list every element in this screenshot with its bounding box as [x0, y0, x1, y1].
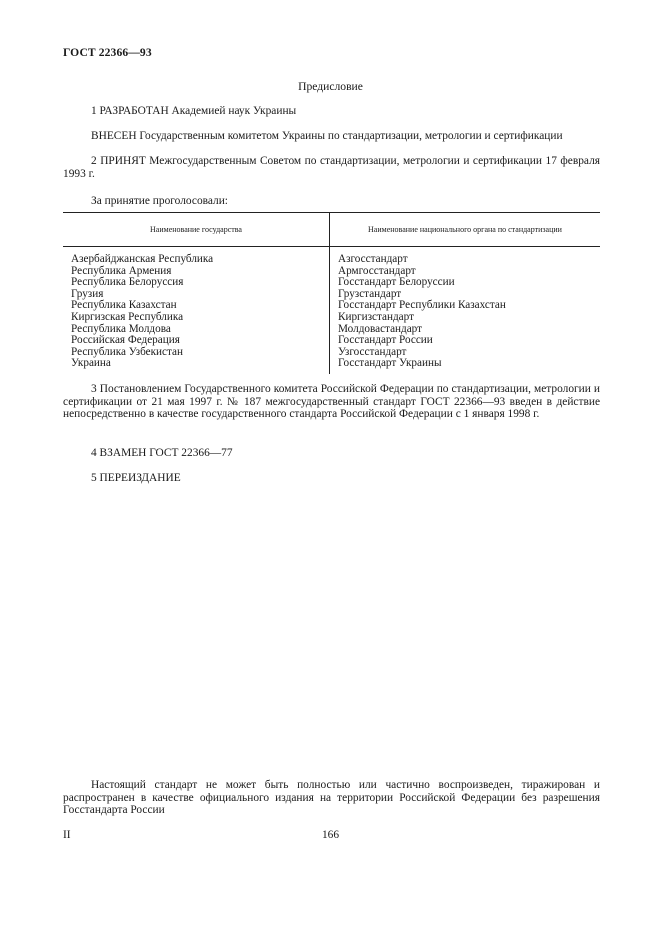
states-column — [63, 247, 330, 374]
table-cell-standards-body: Киргизстандарт — [338, 310, 414, 323]
table-cell-standards-body: Госстандарт России — [338, 334, 433, 347]
table-cell-standards-body: Молдовастандарт — [338, 322, 423, 335]
paragraph-enactment: 3 Постановлением Государственного комитета Российской Федерации по стандартизации, метрологии и сертификации от 21 мая 1997 г. № 187 межгосударственный стандарт ГОСТ 22366—93 введен в действие непосредственно в качестве государственного стандарта Российской Федерации с 1 января 1998 г. — [63, 383, 600, 421]
table-header-row — [63, 213, 600, 247]
table-cell-state: Республика Белоруссия — [71, 276, 184, 289]
table-cell-standards-body: Грузстандарт — [338, 287, 402, 300]
voted-intro-text: За принятие проголосовали: — [91, 195, 228, 207]
page-roman-numeral: II — [63, 829, 71, 841]
voting-states-table — [63, 212, 600, 374]
preface-title: Предисловие — [298, 80, 363, 93]
standards-body-column — [330, 247, 601, 374]
table-cell-state: Российская Федерация — [71, 334, 180, 347]
paragraph-developed-by: 1 РАЗРАБОТАН Академией наук Украины — [91, 105, 297, 117]
column-header-standards-body: Наименование национального органа по стандартизации — [330, 213, 601, 247]
table-cell-state: Республика Узбекистан — [71, 345, 183, 358]
table-cell-state: Республика Армения — [71, 264, 172, 277]
table-cell-standards-body: Азгосстандарт — [338, 253, 408, 265]
paragraph-adopted-by: 2 ПРИНЯТ Межгосударственным Советом по стандартизации, метрологии и сертификации 17 февраля 1993 г. — [63, 155, 600, 180]
copyright-note: Настоящий стандарт не может быть полностью или частично воспроизведен, тиражирован и распространен в качестве официального издания на территории Российской Федерации без разрешения Госстандарта России — [63, 779, 600, 817]
table-cell-standards-body: Армгосстандарт — [338, 264, 416, 277]
table-cell-state: Республика Молдова — [71, 322, 171, 335]
table-cell-standards-body: Госстандарт Белоруссии — [338, 276, 455, 289]
table-cell-standards-body: Госстандарт Республики Казахстан — [338, 299, 506, 312]
column-header-state: Наименование государства — [63, 213, 330, 247]
page-number: 166 — [321, 829, 340, 841]
table-cell-standards-body: Госстандарт Украины — [338, 357, 442, 370]
table-cell-state: Киргизская Республика — [71, 310, 184, 323]
table-cell-state: Азербайджанская Республика — [71, 253, 214, 265]
table-body — [63, 247, 600, 374]
document-code-header: ГОСТ 22366—93 — [63, 46, 152, 59]
paragraph-replaces: 4 ВЗАМЕН ГОСТ 22366—77 — [91, 447, 233, 459]
table-cell-state: Грузия — [71, 287, 104, 300]
table-cell-state: Республика Казахстан — [71, 299, 177, 312]
table-cell-state: Украина — [71, 357, 111, 370]
paragraph-introduced-by: ВНЕСЕН Государственным комитетом Украины по стандартизации, метрологии и сертификации — [91, 130, 563, 142]
table-cell-standards-body: Узгосстандарт — [338, 345, 407, 358]
paragraph-reissue: 5 ПЕРЕИЗДАНИЕ — [91, 472, 181, 484]
